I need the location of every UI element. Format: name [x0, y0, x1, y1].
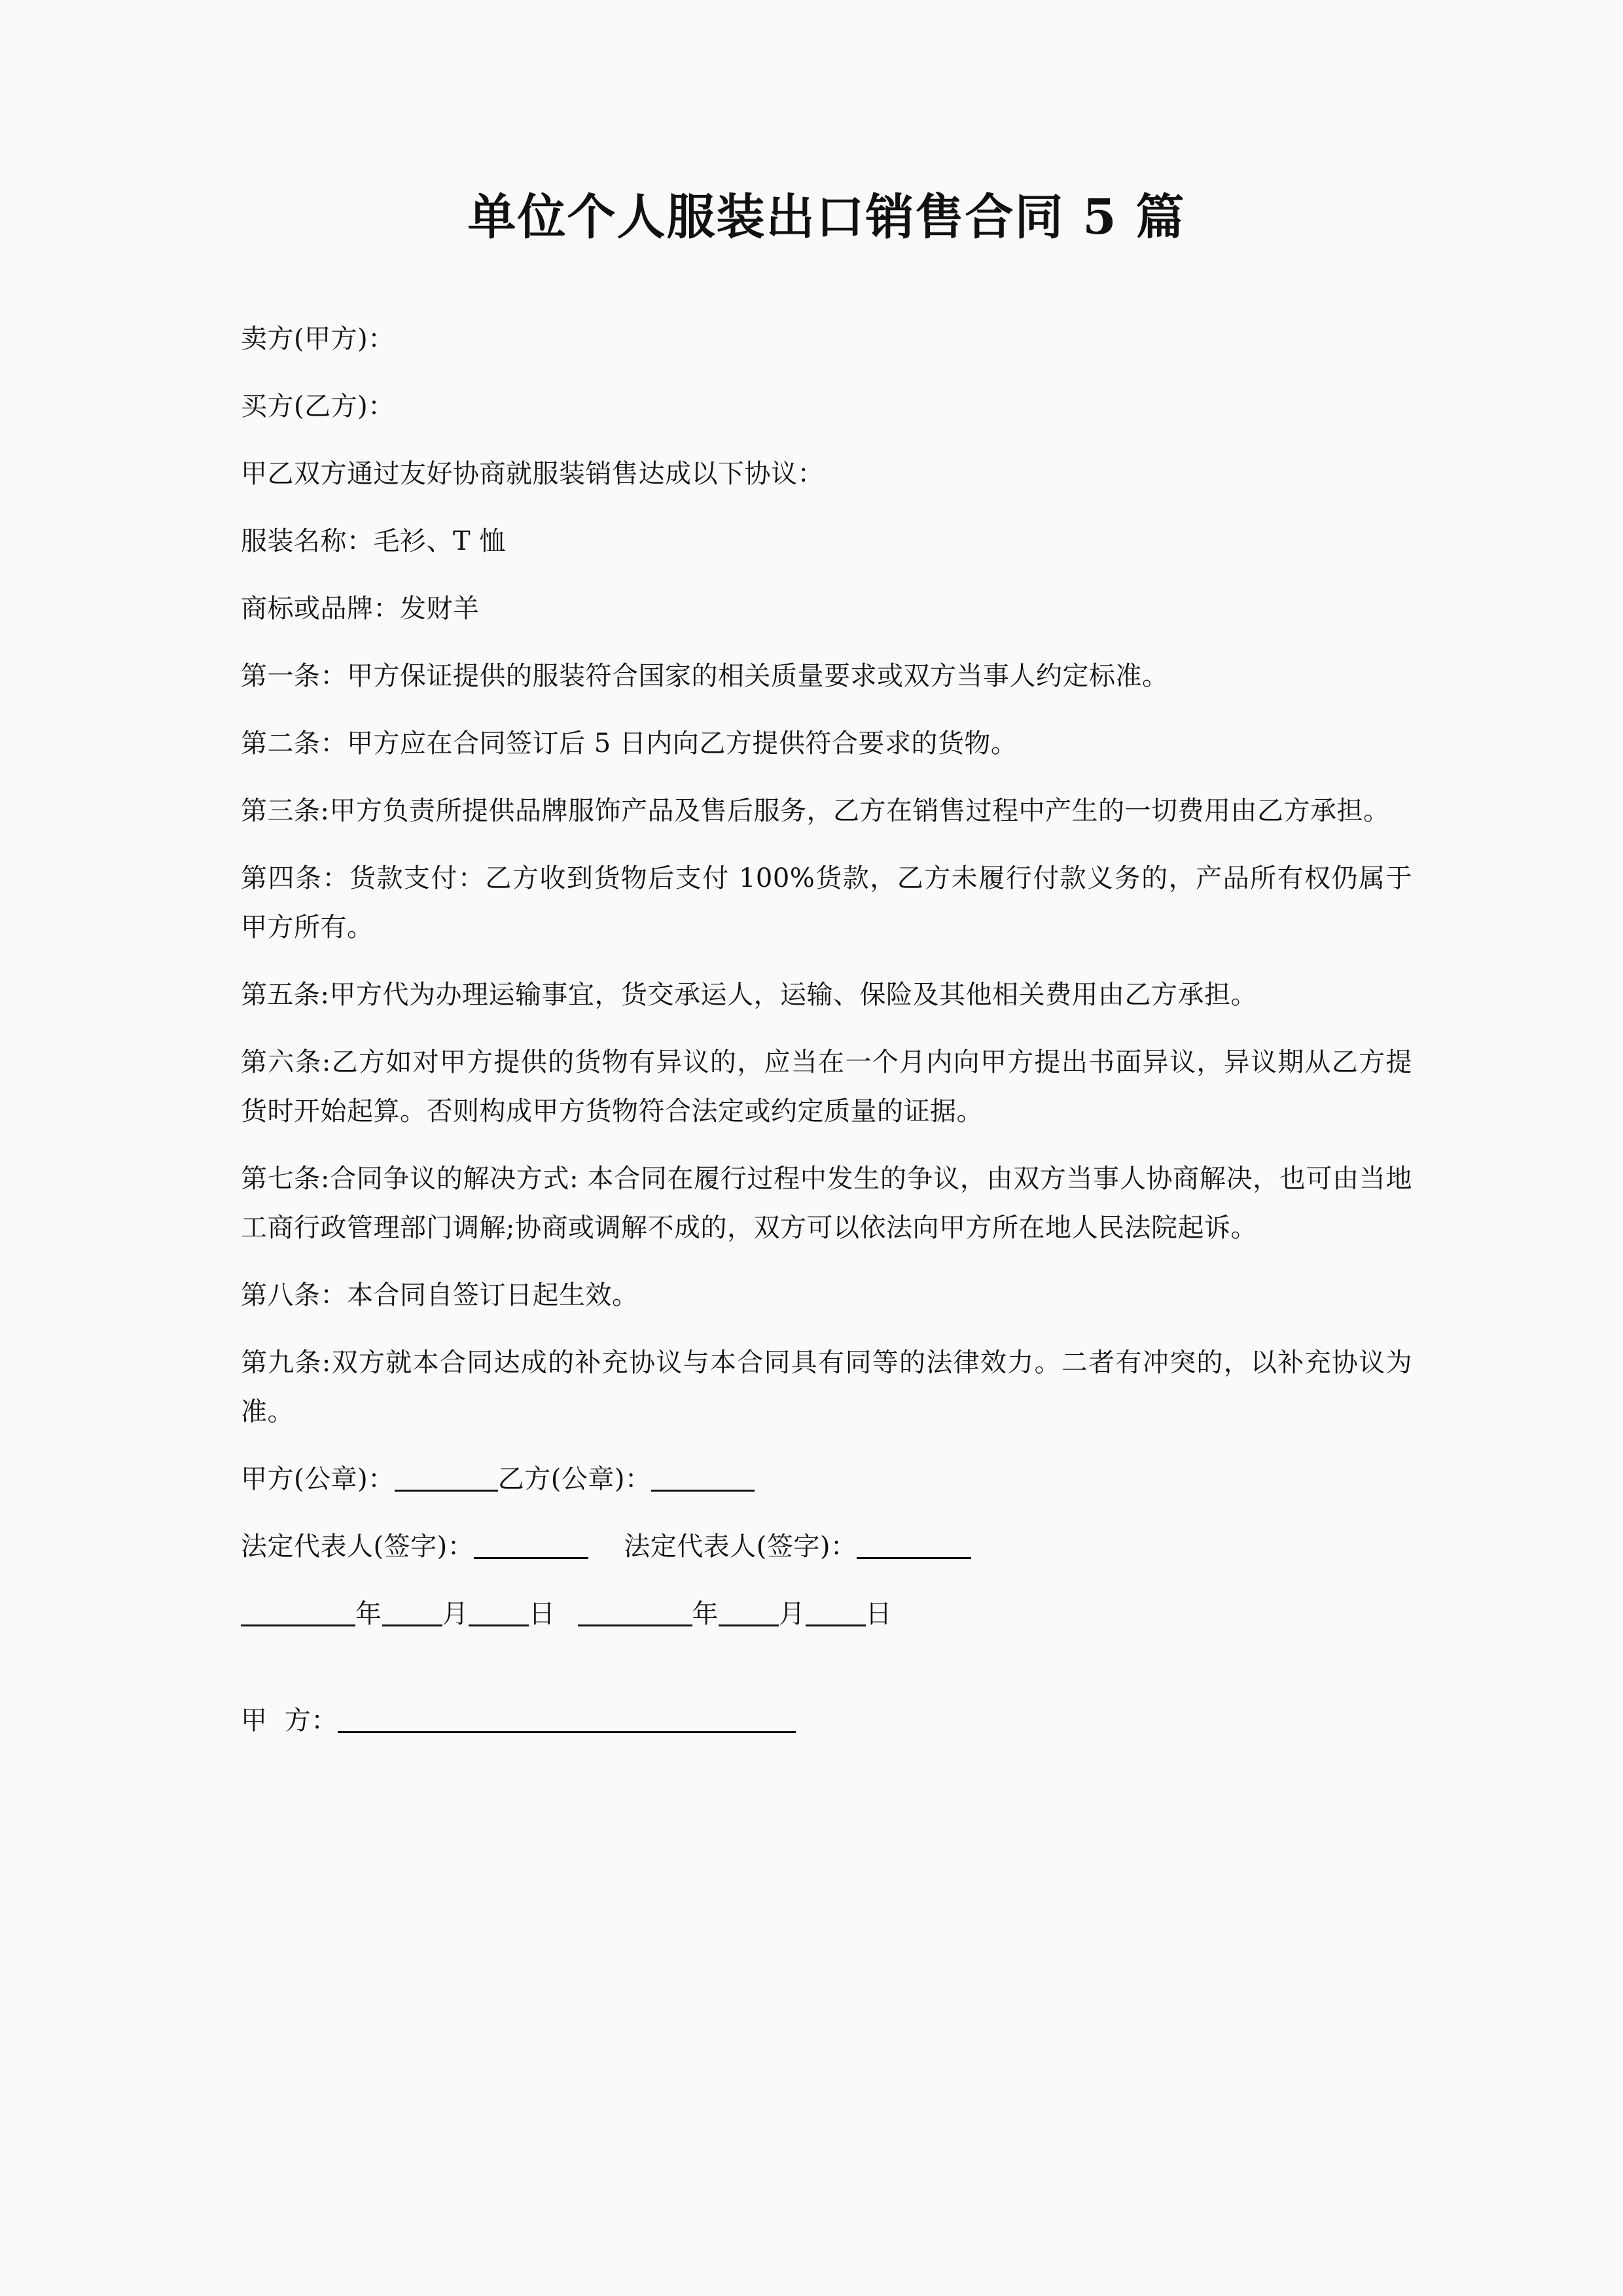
- article-5: [241, 971, 1412, 1020]
- article-2: [241, 719, 1412, 768]
- date-b-year-blank[interactable]: [578, 1624, 692, 1626]
- date-b-year-label: 年: [692, 1599, 719, 1630]
- article-1-text: 甲方保证提供的服装符合国家的相关质量要求或双方当事人约定标准。: [347, 661, 1169, 692]
- rep-party-b-label: 法定代表人(签字)：: [624, 1532, 857, 1562]
- document-body: [241, 315, 1412, 1437]
- date-a-day-blank[interactable]: [469, 1624, 529, 1626]
- seal-party-a-label: 甲方(公章)：: [241, 1464, 395, 1495]
- article-7: [241, 1155, 1412, 1253]
- document-content: [241, 0, 1412, 1746]
- article-6-number: 第六条:: [241, 1047, 331, 1078]
- tail-party-a-line: [241, 1696, 1412, 1746]
- rep-party-b-blank[interactable]: [857, 1557, 971, 1559]
- date-b-day-blank[interactable]: [806, 1624, 866, 1626]
- date-a-month-label: 月: [442, 1599, 469, 1630]
- signature-block: [241, 1455, 1412, 1639]
- preamble-text: 甲乙双方通过友好协商就服装销售达成以下协议：: [241, 459, 824, 490]
- representative-line: [241, 1522, 1412, 1571]
- date-a-year-blank[interactable]: [241, 1624, 355, 1626]
- seal-party-a-blank[interactable]: [395, 1490, 498, 1492]
- buyer-label: 买方(乙方)：: [241, 391, 395, 422]
- article-4-number: 第四条：: [241, 863, 349, 894]
- date-a-day-label: 日: [529, 1599, 556, 1630]
- date-b-month-blank[interactable]: [719, 1624, 779, 1626]
- tail-party-a-blank[interactable]: [338, 1731, 796, 1733]
- article-1: [241, 652, 1412, 701]
- date-b-day-label: 日: [865, 1599, 892, 1630]
- article-7-number: 第七条:: [241, 1164, 330, 1194]
- date-a-year-label: 年: [355, 1599, 382, 1630]
- article-3-text: 甲方负责所提供品牌服饰产品及售后服务，乙方在销售过程中产生的一切费用由乙方承担。: [329, 796, 1390, 827]
- article-8-text: 本合同自签订日起生效。: [347, 1280, 639, 1311]
- seal-party-b-label: 乙方(公章)：: [497, 1464, 652, 1495]
- article-9-text: 双方就本合同达成的补充协议与本合同具有同等的法律效力。二者有冲突的，以补充协议为准。: [241, 1348, 1412, 1427]
- rep-party-a-label: 法定代表人(签字)：: [241, 1532, 474, 1562]
- article-9: [241, 1338, 1412, 1437]
- article-8-number: 第八条：: [241, 1280, 347, 1311]
- rep-party-a-blank[interactable]: [474, 1557, 588, 1559]
- article-2-text: 甲方应在合同签订后 5 日内向乙方提供符合要求的货物。: [347, 728, 1018, 759]
- article-5-text: 甲方代为办理运输事宜，货交承运人，运输、保险及其他相关费用由乙方承担。: [329, 980, 1257, 1011]
- article-8: [241, 1271, 1412, 1320]
- seal-line: [241, 1455, 1412, 1504]
- article-3: [241, 787, 1412, 836]
- seller-label: 卖方(甲方)：: [241, 324, 395, 355]
- article-7-text: 合同争议的解决方式: 本合同在履行过程中发生的争议，由双方当事人协商解决，也可由当地工商行政管理部门调解;协商或调解不成的，双方可以依法向甲方所在地人民法院起诉。: [241, 1164, 1412, 1244]
- page-title: 单位个人服装出口销售合同 5 篇: [467, 189, 1186, 245]
- product-name-line: 服装名称：毛衫、T 恤: [241, 526, 506, 557]
- article-9-number: 第九条:: [241, 1348, 331, 1378]
- seal-party-b-blank[interactable]: [651, 1490, 755, 1492]
- article-4: [241, 854, 1412, 952]
- article-6-text: 乙方如对甲方提供的货物有异议的，应当在一个月内向甲方提出书面异议，异议期从乙方提货时开始起算。否则构成甲方货物符合法定或约定质量的证据。: [241, 1047, 1412, 1127]
- date-line: [241, 1590, 1412, 1639]
- article-5-number: 第五条:: [241, 980, 330, 1011]
- article-6: [241, 1038, 1412, 1136]
- date-b-month-label: 月: [779, 1599, 806, 1630]
- article-4-text: 货款支付：乙方收到货物后支付 100%货款，乙方未履行付款义务的，产品所有权仍属于甲方所有。: [241, 863, 1413, 943]
- tail-party-a-label: 甲 方：: [241, 1706, 338, 1736]
- date-a-month-blank[interactable]: [382, 1624, 442, 1626]
- article-2-number: 第二条：: [241, 728, 347, 759]
- article-1-number: 第一条：: [241, 661, 347, 692]
- tail-block: [241, 1696, 1412, 1746]
- article-3-number: 第三条:: [241, 796, 330, 827]
- product-brand-line: 商标或品牌：发财羊: [241, 594, 480, 624]
